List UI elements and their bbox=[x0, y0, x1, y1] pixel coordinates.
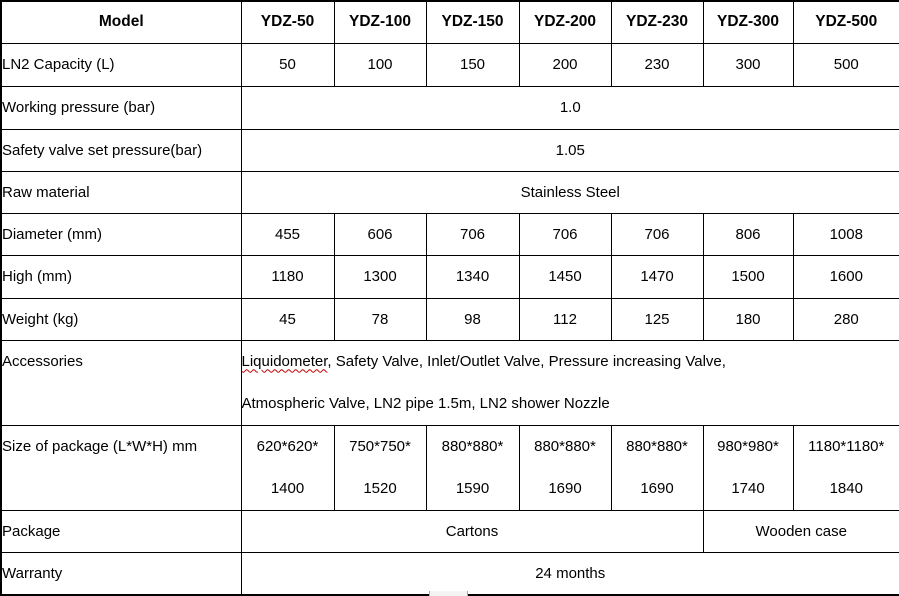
header-model-ydz500: YDZ-500 bbox=[793, 1, 899, 43]
height-value: 1340 bbox=[426, 255, 519, 298]
capacity-value: 50 bbox=[241, 43, 334, 86]
capacity-value: 150 bbox=[426, 43, 519, 86]
package-size-h: 1740 bbox=[731, 479, 765, 497]
height-row bbox=[1, 255, 899, 298]
safety-valve-value: 1.05 bbox=[241, 129, 899, 171]
diameter-value: 706 bbox=[611, 213, 703, 255]
capacity-value: 500 bbox=[793, 43, 899, 86]
diameter-value: 1008 bbox=[793, 213, 899, 255]
warranty-label: Warranty bbox=[1, 552, 241, 595]
package-size-h: 1520 bbox=[363, 479, 397, 497]
package-size-cell bbox=[241, 425, 334, 510]
weight-value: 280 bbox=[793, 298, 899, 340]
working-pressure-label: Working pressure (bar) bbox=[1, 86, 241, 129]
package-size-row bbox=[1, 425, 899, 510]
diameter-value: 806 bbox=[703, 213, 793, 255]
package-row bbox=[1, 510, 899, 552]
header-model-ydz300: YDZ-300 bbox=[703, 1, 793, 43]
accessories-line1-rest: , Safety Valve, Inlet/Outlet Valve, Pressure increasing Valve, bbox=[327, 352, 726, 370]
weight-value: 45 bbox=[241, 298, 334, 340]
accessories-line1 bbox=[242, 341, 899, 383]
accessories-line2: Atmospheric Valve, LN2 pipe 1.5m, LN2 shower Nozzle bbox=[241, 394, 610, 412]
package-wooden-case-value: Wooden case bbox=[703, 510, 899, 552]
header-model-ydz100: YDZ-100 bbox=[334, 1, 426, 43]
header-model-ydz150: YDZ-150 bbox=[426, 1, 519, 43]
header-model-label: Model bbox=[1, 1, 241, 43]
header-model-ydz230: YDZ-230 bbox=[611, 1, 703, 43]
warranty-row bbox=[1, 552, 899, 595]
weight-row bbox=[1, 298, 899, 340]
diameter-value: 706 bbox=[519, 213, 611, 255]
package-size-h: 1590 bbox=[455, 479, 490, 497]
package-cartons-value: Cartons bbox=[241, 510, 703, 552]
height-value: 1450 bbox=[519, 255, 611, 298]
working-pressure-row bbox=[1, 86, 899, 129]
spellcheck-underlined-word: Liquidometer bbox=[241, 352, 328, 370]
package-size-lwh: 880*880* bbox=[626, 437, 688, 455]
height-value: 1300 bbox=[334, 255, 426, 298]
raw-material-row bbox=[1, 171, 899, 213]
weight-label: Weight (kg) bbox=[1, 298, 241, 340]
package-size-lwh: 980*980* bbox=[717, 437, 779, 455]
package-size-h: 1400 bbox=[270, 479, 305, 497]
package-size-h: 1840 bbox=[829, 479, 863, 497]
header-model-ydz50: YDZ-50 bbox=[241, 1, 334, 43]
weight-value: 180 bbox=[703, 298, 793, 340]
diameter-row bbox=[1, 213, 899, 255]
capacity-value: 100 bbox=[334, 43, 426, 86]
capacity-value: 200 bbox=[519, 43, 611, 86]
diameter-value: 455 bbox=[241, 213, 334, 255]
diameter-label: Diameter (mm) bbox=[1, 213, 241, 255]
accessories-row bbox=[1, 340, 899, 425]
warranty-value: 24 months bbox=[241, 552, 899, 595]
package-size-lwh: 750*750* bbox=[349, 437, 411, 455]
height-label: High (mm) bbox=[1, 255, 241, 298]
package-size-cell bbox=[703, 425, 793, 510]
accessories-value bbox=[241, 340, 899, 425]
capacity-value: 230 bbox=[611, 43, 703, 86]
package-size-cell bbox=[611, 425, 703, 510]
weight-value: 112 bbox=[519, 298, 611, 340]
horizontal-scrollbar-fragment[interactable] bbox=[429, 591, 468, 596]
height-value: 1500 bbox=[703, 255, 793, 298]
capacity-label: LN2 Capacity (L) bbox=[1, 43, 241, 86]
header-model-ydz200: YDZ-200 bbox=[519, 1, 611, 43]
working-pressure-value: 1.0 bbox=[241, 86, 899, 129]
diameter-value: 606 bbox=[334, 213, 426, 255]
package-size-cell bbox=[793, 425, 899, 510]
package-size-cell bbox=[426, 425, 519, 510]
weight-value: 98 bbox=[426, 298, 519, 340]
height-value: 1600 bbox=[793, 255, 899, 298]
capacity-row bbox=[1, 43, 899, 86]
package-size-lwh: 1180*1180* bbox=[808, 437, 885, 455]
weight-value: 78 bbox=[334, 298, 426, 340]
package-size-cell bbox=[334, 425, 426, 510]
raw-material-value: Stainless Steel bbox=[241, 171, 899, 213]
accessories-label: Accessories bbox=[1, 340, 241, 425]
package-label: Package bbox=[1, 510, 241, 552]
package-size-h: 1690 bbox=[640, 479, 674, 497]
safety-valve-label: Safety valve set pressure(bar) bbox=[1, 129, 241, 171]
header-row bbox=[1, 1, 899, 43]
package-size-h: 1690 bbox=[548, 479, 582, 497]
capacity-value: 300 bbox=[703, 43, 793, 86]
package-size-lwh: 880*880* bbox=[534, 437, 596, 455]
raw-material-label: Raw material bbox=[1, 171, 241, 213]
weight-value: 125 bbox=[611, 298, 703, 340]
height-value: 1180 bbox=[241, 255, 334, 298]
package-size-cell bbox=[519, 425, 611, 510]
package-size-lwh: 880*880* bbox=[441, 437, 504, 455]
package-size-label: Size of package (L*W*H) mm bbox=[1, 425, 241, 510]
diameter-value: 706 bbox=[426, 213, 519, 255]
package-size-lwh: 620*620* bbox=[256, 437, 319, 455]
height-value: 1470 bbox=[611, 255, 703, 298]
safety-valve-row bbox=[1, 129, 899, 171]
